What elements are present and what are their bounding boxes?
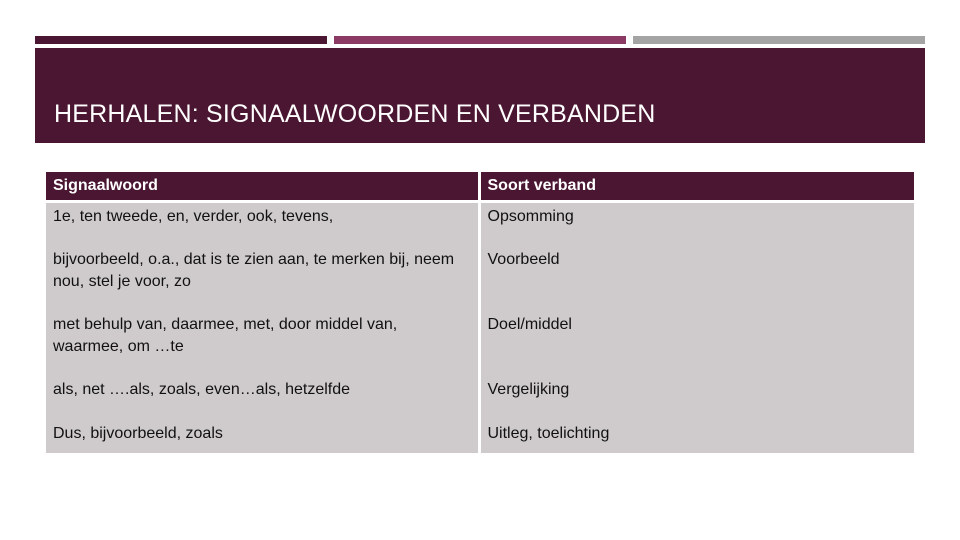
header-signaalwoord: Signaalwoord <box>46 172 479 202</box>
cell-signaalwoord: bijvoorbeeld, o.a., dat is te zien aan, te merken bij, neem nou, stel je voor, zo <box>46 246 479 311</box>
cell-soort-verband: Uitleg, toelichting <box>479 420 914 453</box>
cell-signaalwoord: als, net ….als, zoals, even…als, hetzelfde <box>46 376 479 420</box>
table-header-row <box>46 172 914 202</box>
accent-bar-mid <box>334 36 626 44</box>
cell-signaalwoord: 1e, ten tweede, en, verder, ook, tevens, <box>46 202 479 247</box>
table-row <box>46 246 914 311</box>
table-row <box>46 202 914 247</box>
cell-signaalwoord: met behulp van, daarmee, met, door middel van, waarmee, om …te <box>46 311 479 376</box>
table-row <box>46 376 914 420</box>
cell-soort-verband: Voorbeeld <box>479 246 914 311</box>
signal-words-table <box>46 172 914 453</box>
table-row <box>46 311 914 376</box>
cell-signaalwoord: Dus, bijvoorbeeld, zoals <box>46 420 479 453</box>
accent-bar-dark <box>35 36 327 44</box>
table-row <box>46 420 914 453</box>
cell-soort-verband: Opsomming <box>479 202 914 247</box>
accent-bar-grey <box>633 36 925 44</box>
cell-soort-verband: Vergelijking <box>479 376 914 420</box>
title-band <box>35 48 925 143</box>
cell-soort-verband: Doel/middel <box>479 311 914 376</box>
signal-words-table-container <box>46 172 914 453</box>
header-soort-verband: Soort verband <box>479 172 914 202</box>
slide-title: HERHALEN: SIGNAALWOORDEN EN VERBANDEN <box>54 100 656 128</box>
